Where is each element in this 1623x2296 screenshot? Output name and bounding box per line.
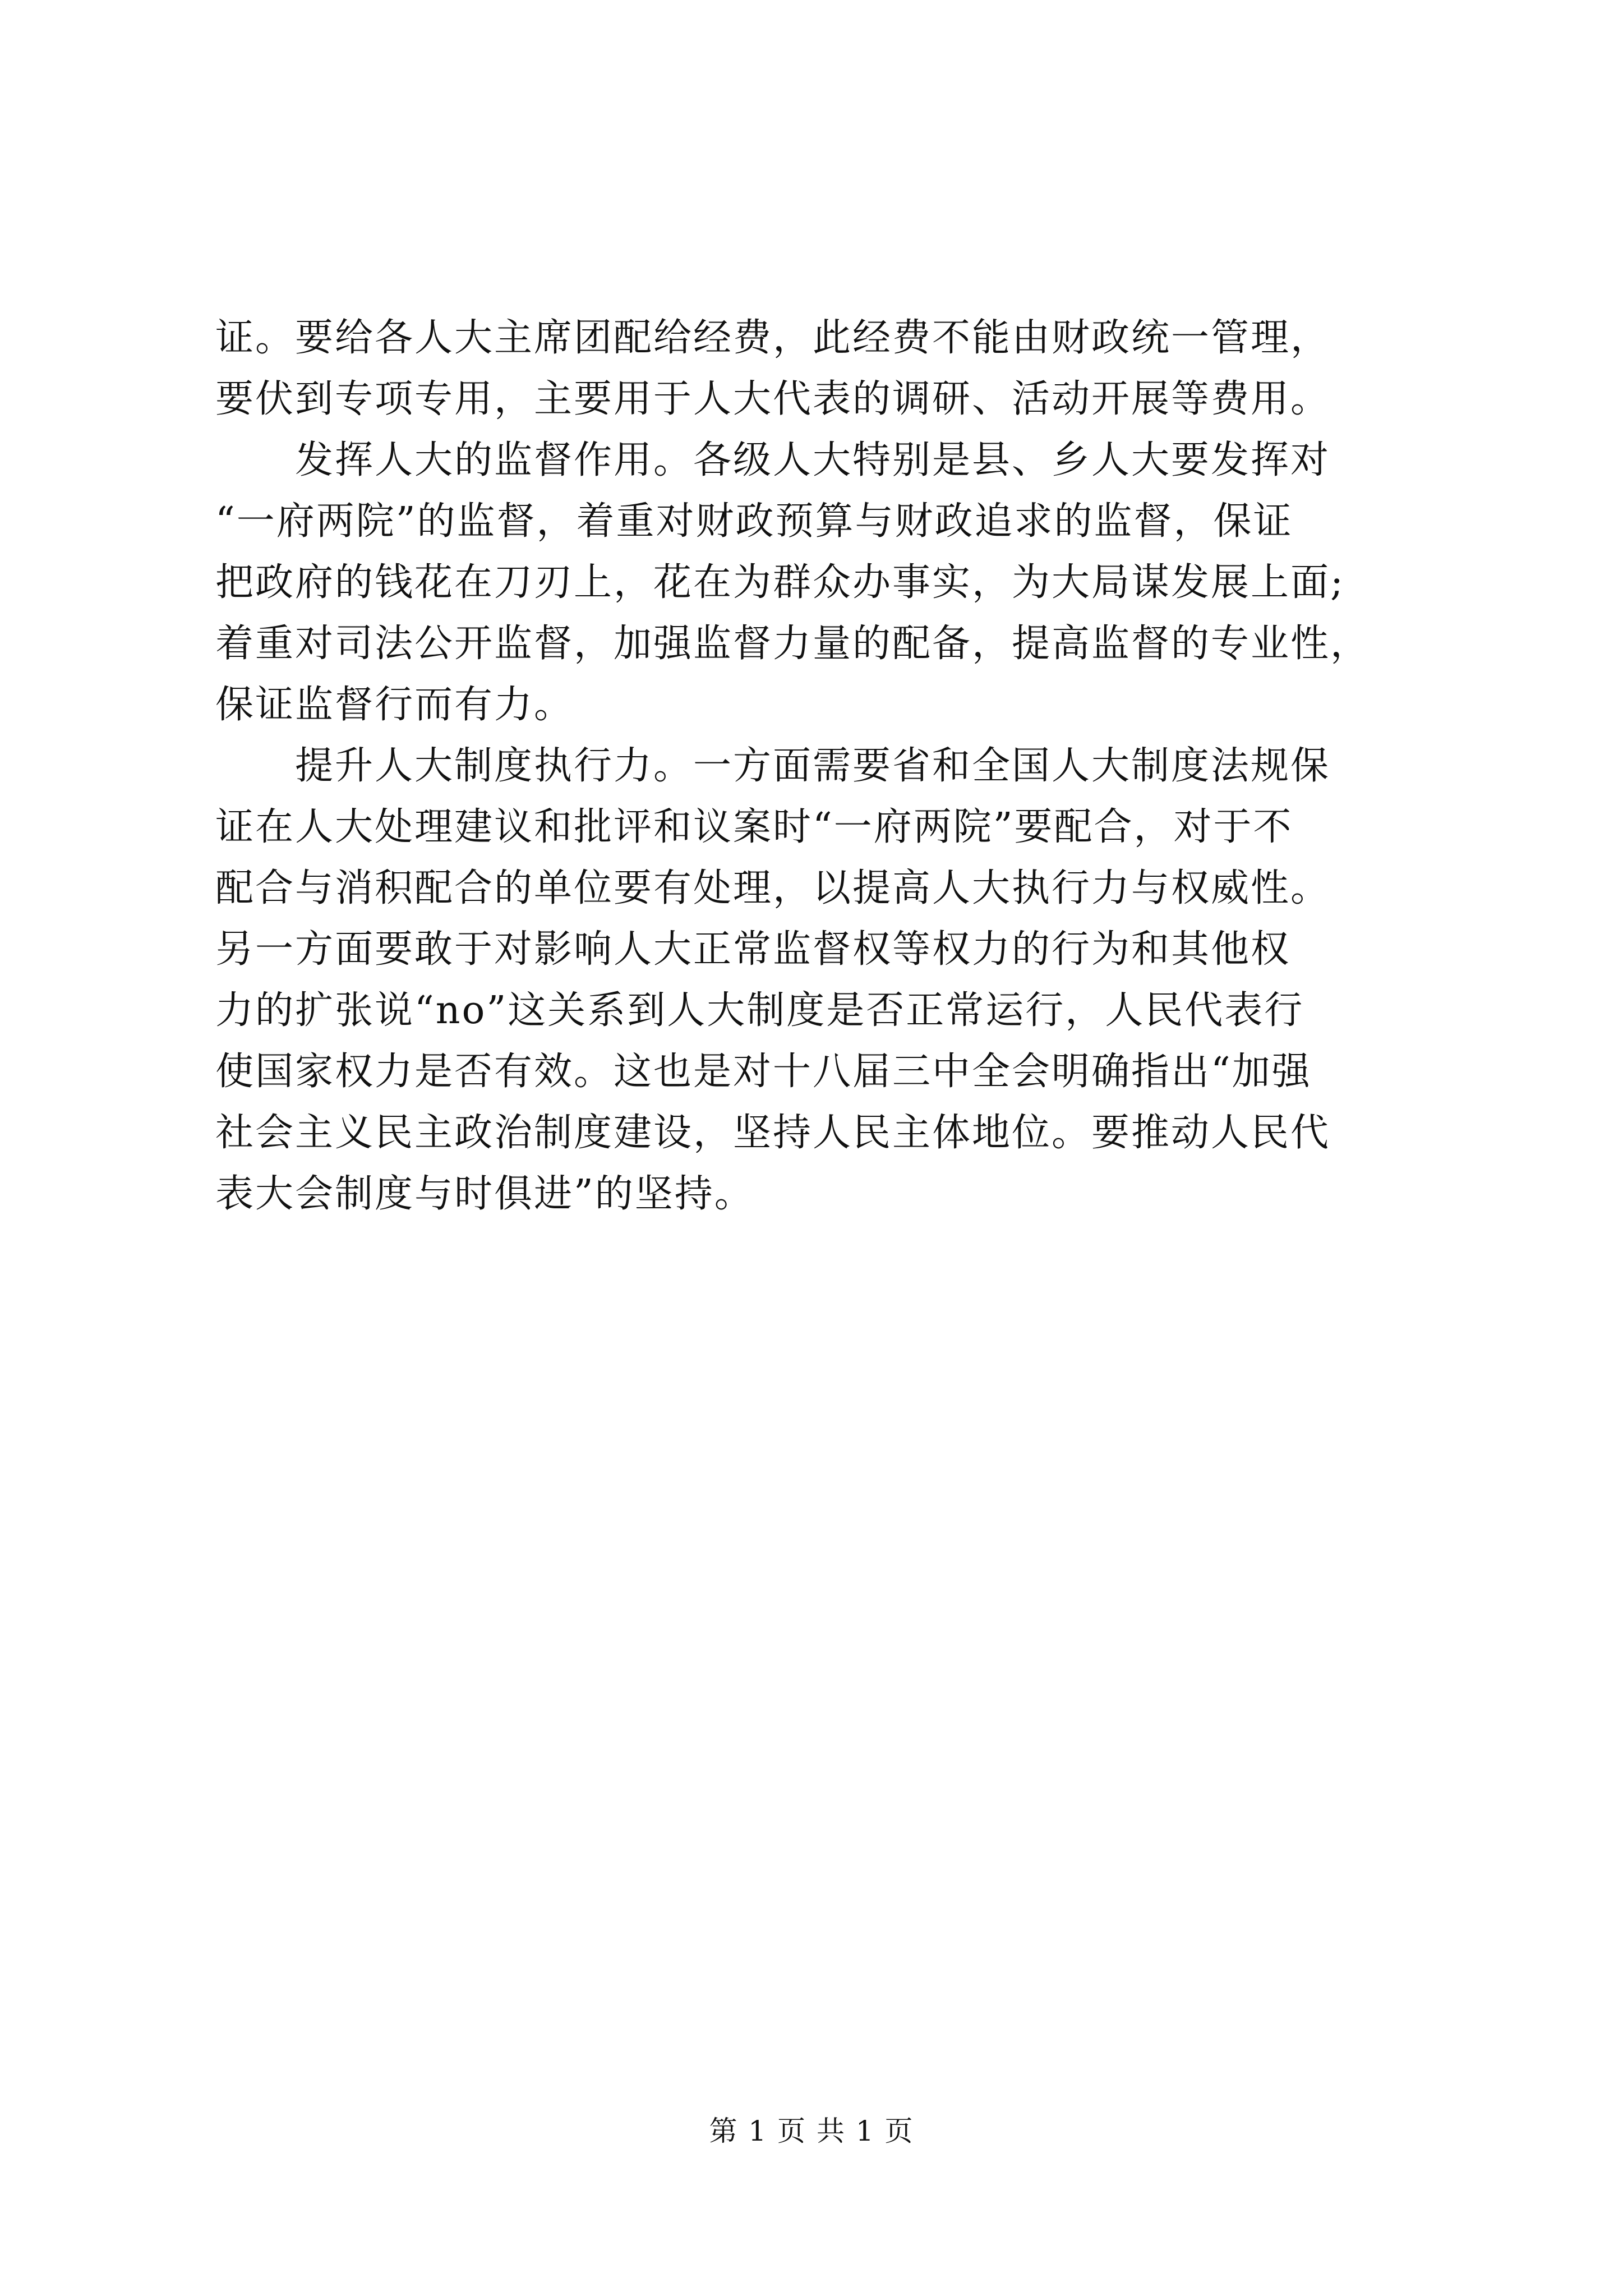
text-line: 把政府的钱花在刀刃上，花在为群众办事实，为大局谋发展上面; [215,560,1345,605]
page-number-footer: 第 1 页 共 1 页 [709,2115,914,2147]
text-line: 证。要给各人大主席团配给经费，此经费不能由财政统一管理， [215,316,1331,360]
text-line: 使国家权力是否有效。这也是对十八届三中全会明确指出“加强 [215,1050,1312,1094]
text-line: 社会主义民主政治制度建设，坚持人民主体地位。要推动人民代 [215,1111,1331,1155]
text-line: 提升人大制度执行力。一方面需要省和全国人大制度法规保 [215,744,1331,788]
text-line: 力的扩张说“no”这关系到人大制度是否正常运行，人民代表行 [215,988,1304,1033]
text-line: 表大会制度与时俱进”的坚持。 [215,1172,754,1216]
text-line: 发挥人大的监督作用。各级人大特别是县、乡人大要发挥对 [215,438,1331,482]
text-line: 着重对司法公开监督，加强监督力量的配备，提高监督的专业性， [215,622,1371,666]
text-line: 证在人大处理建议和批评和议案时“一府两院”要配合，对于不 [215,805,1293,849]
document-body [215,307,1424,1225]
text-line: 配合与消积配合的单位要有处理，以提高人大执行力与权威性。 [215,866,1331,910]
text-line: “一府两院”的监督，着重对财政预算与财政追求的监督，保证 [215,499,1293,544]
text-line: 另一方面要敢于对影响人大正常监督权等权力的行为和其他权 [215,927,1291,972]
text-line: 要伏到专项专用，主要用于人大代表的调研、活动开展等费用。 [215,377,1331,421]
text-line: 保证监督行而有力。 [215,683,574,727]
